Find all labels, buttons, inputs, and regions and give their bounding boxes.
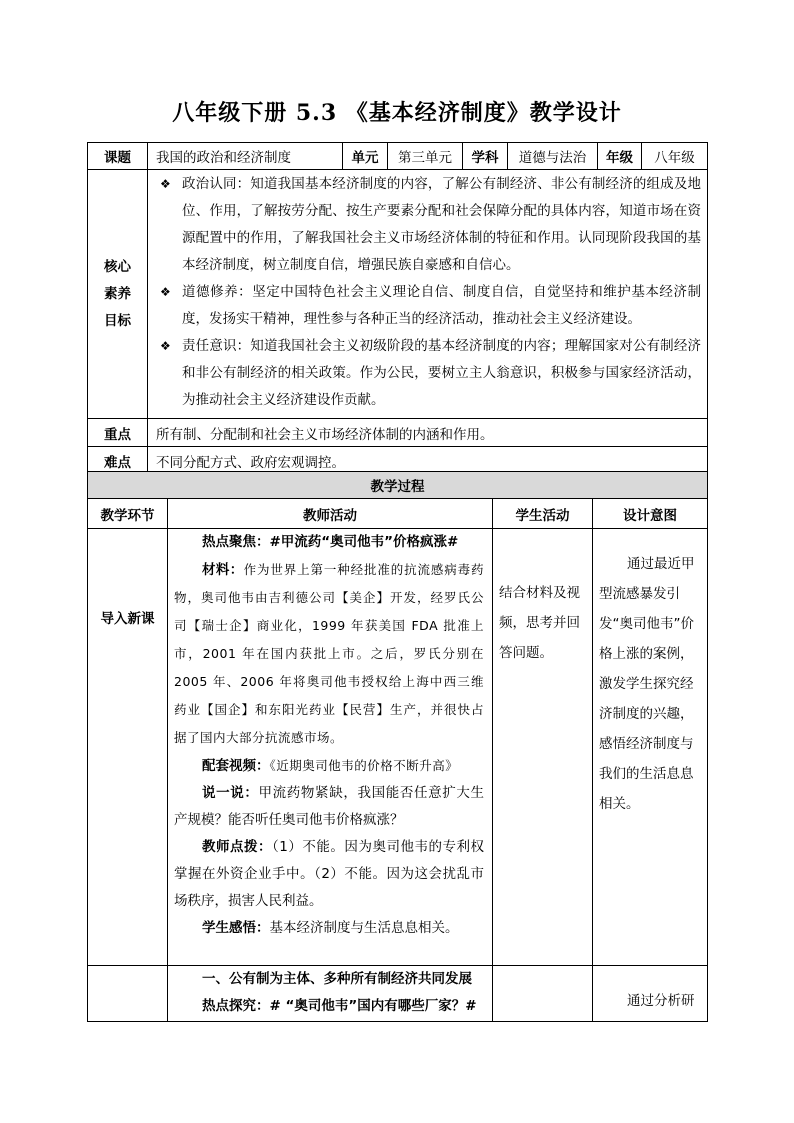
unit-label: 单元 (343, 143, 388, 170)
tip-label: 教师点拨： (202, 839, 273, 855)
lesson-label: 课题 (88, 143, 148, 170)
goal-text: 道德修养：坚定中国特色社会主义理论自信、制度自信，自觉坚持和维护基本经济制度，发扬实干精神，理性参与各种正当的经济活动，推动社会主义经济建设。 (182, 284, 701, 327)
goals-content (148, 170, 708, 419)
difficulties-label: 难点 (88, 447, 148, 475)
diamond-bullet-icon: ❖ (160, 339, 171, 353)
grade-value: 八年级 (642, 143, 708, 170)
student-insight (174, 915, 484, 942)
part1-teacher-activity (168, 966, 493, 1022)
part1-hot (174, 993, 484, 1020)
goals-label-line: 核心 (104, 258, 131, 275)
header-design: 设计意图 (593, 499, 708, 529)
difficulties-value: 不同分配方式、政府宏观调控。 (148, 447, 708, 475)
subject-label: 学科 (463, 143, 508, 170)
key-points-label: 重点 (88, 419, 148, 447)
process-header-row (88, 499, 708, 529)
info-row (88, 143, 708, 170)
goal-item (154, 333, 701, 414)
insight-text: 基本经济制度与生活息息相关。 (269, 920, 459, 936)
diamond-bullet-icon: ❖ (160, 177, 171, 191)
part1-heading: 一、公有制为主体、多种所有制经济共同发展 (202, 971, 472, 987)
say-text: 甲流药物紧缺，我国能否任意扩大生产规模？能否听任奥司他韦价格疯涨？ (174, 785, 485, 828)
part1-design-intent: 通过分析研 (593, 966, 708, 1022)
key-points-value: 所有制、分配制和社会主义市场经济体制的内涵和作用。 (148, 419, 708, 447)
say-label: 说一说： (202, 785, 259, 801)
goals-label-line: 素养 (104, 285, 131, 302)
goals-row (88, 170, 708, 419)
part1-stage (88, 966, 168, 1022)
hot-topic-value: #甲流药“奥司他韦”价格疯涨# (269, 534, 459, 550)
video (174, 752, 484, 780)
process-title-row (88, 472, 708, 499)
tip-text: （1）不能。因为奥司他韦的专利权掌握在外资企业手中。（2）不能。因为这会扰乱市场秩序，损害人民利益。 (174, 839, 485, 909)
lesson-value: 我国的政治和经济制度 (148, 143, 343, 170)
video-text: 《近期奥司他韦的价格不断升高》 (269, 758, 459, 773)
intro-design-intent: 通过最近甲型流感暴发引发“奥司他韦”价格上涨的案例，激发学生探究经济制度的兴趣，感悟经济制度与我们的生活息息相关。 (593, 529, 708, 966)
process-table (87, 471, 708, 1022)
info-table (87, 142, 708, 475)
goal-text: 政治认同：知道我国基本经济制度的内容，了解公有制经济、非公有制经济的组成及地位、作用，了解按劳分配、按生产要素分配和社会保障分配的具体内容，知道市场在资源配置中的作用，了解我国社会主义市场经济体制的特征和作用。认同现阶段我国的基本经济制度，树立制度自信，增强民族自豪感和自信心。 (182, 176, 701, 273)
material-label: 材料： (202, 562, 244, 578)
goal-item (154, 279, 701, 333)
say-prompt (174, 780, 484, 834)
intro-stage: 导入新课 (88, 529, 168, 966)
subject-value: 道德与法治 (508, 143, 598, 170)
intro-teacher-activity (168, 529, 493, 966)
diamond-bullet-icon: ❖ (160, 285, 171, 299)
key-points-row (88, 419, 708, 447)
video-label: 配套视频： (202, 758, 270, 774)
unit-value: 第三单元 (388, 143, 463, 170)
goals-label (88, 170, 148, 419)
part1-row (88, 966, 708, 1022)
grade-label: 年级 (598, 143, 642, 170)
goal-text: 责任意识：知道我国社会主义初级阶段的基本经济制度的内容；理解国家对公有制经济和非公有制经济的相关政策。作为公民，要树立主人翁意识，积极参与国家经济活动，为推动社会主义经济建设作贡献。 (182, 338, 701, 408)
insight-label: 学生感悟： (202, 920, 270, 936)
part1-student-activity (493, 966, 593, 1022)
document-title: 八年级下册 5.3 《基本经济制度》教学设计 (172, 100, 622, 126)
hot-topic-label: 热点聚焦： (202, 534, 270, 550)
material (174, 556, 484, 752)
material-text: 作为世界上第一种经批准的抗流感病毒药物，奥司他韦由吉利德公司【美企】开发，经罗氏公司【瑞士企】商业化，1999 年获美国 FDA 批准上市，2001 年在国内获批上市。之后，罗氏分别在 2005 年、2006 年将奥司他韦授权给上海中西三维药业【国企】和东阳光药业【民营】生产，并很快占据了国内大部分抗流感市场。 (174, 562, 484, 745)
header-stage: 教学环节 (88, 499, 168, 529)
part1-hot-value: # “奥司他韦”国内有哪些厂家？# (269, 998, 477, 1014)
intro-student-activity: 结合材料及视频，思考并回答问题。 (493, 529, 593, 966)
header-teacher: 教师活动 (168, 499, 493, 529)
hot-topic (174, 529, 484, 556)
process-section-title: 教学过程 (88, 472, 708, 499)
goal-item (154, 171, 701, 279)
intro-row (88, 529, 708, 966)
goals-label-line: 目标 (104, 312, 131, 329)
header-student: 学生活动 (493, 499, 593, 529)
part1-hot-label: 热点探究： (202, 998, 270, 1014)
teacher-tip (174, 834, 484, 915)
